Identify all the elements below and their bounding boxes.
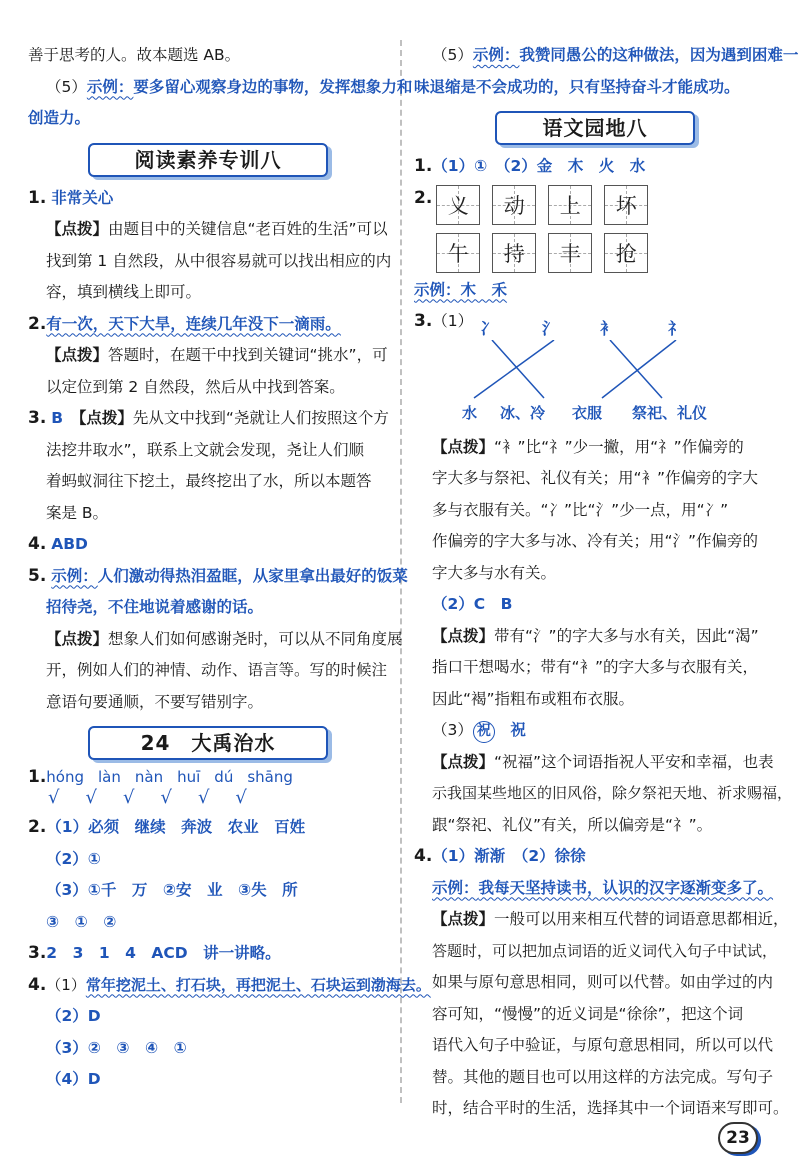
answer-text: 2 3 1 4 ACD 讲一讲略。 bbox=[46, 944, 281, 962]
answer-text: （1）渐渐 （2）徐徐 bbox=[432, 847, 586, 865]
tip-text: 容可知，“慢慢”的近义词是“徐徐”，把这个词 bbox=[432, 1004, 744, 1023]
match-label: 祭祀、礼仪 bbox=[632, 403, 708, 422]
sub-number: （1） bbox=[46, 975, 86, 994]
grid-cell bbox=[548, 233, 592, 273]
tip-text: “祝福”这个词语指祝人平安和幸福，也表 bbox=[494, 752, 774, 771]
grid-character: 动 bbox=[503, 193, 525, 218]
example-label: 示例： bbox=[86, 77, 134, 96]
answer-text: ③ ① ② bbox=[46, 912, 117, 931]
pinyin-item: nàn bbox=[134, 768, 164, 786]
check-mark-icon: √ bbox=[48, 787, 60, 808]
tip-text: 法挖井取水”，联系上文就会发现，尧让人们顺 bbox=[46, 440, 365, 459]
answer-text: （1）必须 继续 奔波 农业 百姓 bbox=[46, 818, 306, 836]
question-number: 4. bbox=[28, 534, 47, 554]
answer-text: （2）C B bbox=[432, 595, 513, 613]
tip-text: 作偏旁的字大多与冰、冷有关；用“氵”作偏旁的 bbox=[432, 532, 759, 550]
grid-cell bbox=[604, 233, 648, 273]
left-column bbox=[28, 40, 431, 1096]
matching-diagram bbox=[414, 318, 776, 432]
question-number: 3. bbox=[414, 311, 433, 331]
pinyin-item: hóng bbox=[46, 768, 85, 786]
pinyin-item: dú bbox=[214, 768, 234, 786]
character-grid bbox=[436, 185, 648, 273]
tip-label: 【点拨】 bbox=[432, 437, 495, 456]
section-title: 语文园地八 bbox=[495, 111, 695, 145]
tip-text: 替。其他的题目也可以用这样的方法完成。写句子 bbox=[432, 1067, 774, 1086]
question-number: 3. bbox=[28, 943, 47, 963]
check-row bbox=[28, 788, 388, 808]
tip-label: 【点拨】 bbox=[78, 409, 133, 427]
answer-text: （1）① （2）金 木 火 水 bbox=[432, 157, 646, 175]
lesson-title: 24 大禹治水 bbox=[88, 726, 328, 760]
grid-cell bbox=[436, 185, 480, 225]
grid-cell bbox=[604, 185, 648, 225]
tip-text: 一般可以用来相互代替的词语意思都相近， bbox=[494, 910, 789, 928]
answer-text: 我每天坚持读书，认识的汉字逐渐变多了。 bbox=[478, 878, 774, 897]
check-mark-icon: √ bbox=[235, 787, 247, 808]
grid-character: 坏 bbox=[615, 193, 637, 218]
tip-text: 字大多与水有关。 bbox=[432, 563, 557, 582]
answer-text: B bbox=[51, 409, 64, 427]
question-number: 2. bbox=[28, 313, 47, 334]
tip-label: 【点拨】 bbox=[46, 629, 109, 648]
circled-character: 祝 bbox=[473, 721, 495, 743]
sub-number: （1） bbox=[432, 312, 474, 330]
tip-label: 【点拨】 bbox=[432, 626, 495, 645]
example-answer: 示例：木 禾 bbox=[414, 280, 508, 299]
tip-text: 容，填到横线上即可。 bbox=[46, 283, 202, 301]
answer-text: 创造力。 bbox=[28, 109, 91, 127]
example-label: 示例： bbox=[432, 878, 479, 897]
tip-text: 示我国某些地区的旧风俗，除夕祭祀天地、祈求赐福， bbox=[432, 784, 793, 802]
match-label: 水 bbox=[462, 403, 478, 422]
tip-text: 字大多与祭祀、礼仪有关；用“衤”作偏旁的字大 bbox=[432, 469, 759, 487]
tip-text: 因此“褐”指粗布或粗布衣服。 bbox=[432, 689, 635, 708]
check-mark-icon: √ bbox=[197, 787, 210, 808]
tip-text: 先从文中找到“尧就让人们按照这个方 bbox=[132, 409, 389, 427]
tip-text: 如果与原句意思相同，则可以代替。如由学过的内 bbox=[432, 973, 774, 991]
answer-text: 味退缩是不会成功的，只有坚持奋斗才能成功。 bbox=[414, 77, 740, 96]
question-number: 1. bbox=[28, 767, 47, 787]
radical-label: 礻 bbox=[668, 318, 685, 338]
radical-label: 衤 bbox=[600, 318, 617, 338]
sub-number: （5） bbox=[432, 46, 473, 64]
page-number: 23 bbox=[718, 1122, 758, 1154]
grid-character: 丰 bbox=[559, 241, 581, 266]
tip-text: 案是 B。 bbox=[46, 503, 109, 522]
grid-character: 抢 bbox=[615, 241, 637, 266]
tip-text: 答题时，在题干中找到关键词“挑水”，可 bbox=[108, 346, 388, 364]
question-number: 2. bbox=[28, 817, 47, 837]
tip-text: “衤”比“礻”少一撇，用“礻”作偏旁的 bbox=[494, 437, 744, 456]
pinyin-item: huī bbox=[177, 768, 201, 786]
answer-text: 人们激动得热泪盈眶，从家里拿出最好的饭菜 bbox=[97, 566, 408, 585]
tip-text: 多与衣服有关。“冫”比“氵”少一点，用“冫” bbox=[432, 500, 729, 519]
grid-cell bbox=[548, 185, 592, 225]
answer-line bbox=[28, 72, 413, 104]
grid-cell bbox=[492, 185, 536, 225]
example-label: 示例： bbox=[51, 566, 98, 585]
answer-text: 常年挖泥土、打石块，再把泥土、石块运到渤海去。 bbox=[85, 975, 431, 994]
tip-text: 意语句要通顺，不要写错别字。 bbox=[46, 692, 264, 711]
tip-text: 跟“祭祀、礼仪”有关，所以偏旁是“礻”。 bbox=[432, 815, 713, 834]
tip-label: 【点拨】 bbox=[432, 752, 495, 771]
tip-label: 【点拨】 bbox=[46, 220, 109, 238]
answer-text: 招待尧，不住地说着感谢的话。 bbox=[46, 598, 264, 616]
pinyin-item: shāng bbox=[247, 768, 293, 786]
radical-label: 氵 bbox=[542, 318, 559, 338]
tip-text: 答题时，可以把加点词语的近义词代入句子中试试， bbox=[432, 941, 778, 960]
tip-text: 由题目中的关键信息“老百姓的生活”可以 bbox=[108, 220, 388, 238]
answer-text: 祝 bbox=[510, 721, 526, 739]
right-column bbox=[414, 40, 799, 1125]
answer-text: （3）② ③ ④ ① bbox=[46, 1038, 187, 1057]
tip-label: 【点拨】 bbox=[46, 346, 109, 364]
question-number: 3. bbox=[28, 408, 47, 428]
answer-text: 我赞同愚公的这种做法，因为遇到困难一 bbox=[519, 46, 799, 64]
example-label: 示例： bbox=[472, 46, 520, 64]
grid-character: 上 bbox=[559, 193, 581, 218]
pinyin-row bbox=[46, 768, 307, 786]
tip-text: 带有“氵”的字大多与水有关，因此“渴” bbox=[494, 626, 759, 645]
grid-character: 午 bbox=[447, 241, 469, 266]
answer-text: 要多留心观察身边的事物，发挥想象力和 bbox=[133, 77, 413, 96]
check-mark-icon: √ bbox=[85, 787, 97, 808]
section-title: 阅读素养专训八 bbox=[88, 143, 328, 177]
tip-text: 着蚂蚁洞往下挖土，最终挖出了水，所以本题答 bbox=[46, 472, 372, 490]
match-label: 衣服 bbox=[572, 403, 603, 422]
check-mark-icon: √ bbox=[122, 787, 135, 808]
question-number: 4. bbox=[414, 846, 433, 866]
match-label: 冰、冷 bbox=[500, 403, 546, 422]
tip-text: 开，例如人们的神情、动作、语言等。写的时候注 bbox=[46, 661, 388, 679]
question-number: 1. bbox=[414, 156, 433, 176]
question-number: 4. bbox=[28, 974, 47, 995]
answer-text: ABD bbox=[51, 535, 88, 553]
answer-text: 非常关心 bbox=[51, 188, 114, 207]
check-mark-icon: √ bbox=[160, 787, 172, 808]
answer-text: （3）①千 万 ②安 业 ③失 所 bbox=[46, 881, 298, 899]
answer-text: 有一次，天下大旱，连续几年没下一滴雨。 bbox=[46, 314, 341, 333]
tip-text: 时，结合平时的生活，选择其中一个词语来写即可。 bbox=[432, 1099, 789, 1117]
question-number: 1. bbox=[28, 187, 47, 208]
tip-text: 以定位到第 2 自然段，然后从中找到答案。 bbox=[46, 377, 345, 396]
answer-text: （4）D bbox=[46, 1070, 101, 1088]
tip-text: 找到第 1 自然段，从中很容易就可以找出相应的内 bbox=[46, 251, 392, 270]
sub-number: （3） bbox=[432, 721, 473, 739]
sub-number: （5） bbox=[46, 77, 87, 96]
grid-character: 持 bbox=[503, 241, 525, 266]
tip-text: 指口干想喝水；带有“衤”的字大多与衣服有关， bbox=[432, 658, 759, 676]
answer-text: （2）D bbox=[46, 1007, 101, 1025]
answer-text: （2）① bbox=[46, 849, 101, 868]
grid-character: 义 bbox=[447, 193, 469, 218]
pinyin-item: làn bbox=[98, 768, 121, 786]
grid-cell bbox=[492, 233, 536, 273]
text-line: 善于思考的人。故本题选 AB。 bbox=[28, 46, 241, 64]
tip-label: 【点拨】 bbox=[432, 910, 495, 928]
grid-cell bbox=[436, 233, 480, 273]
tip-text: 想象人们如何感谢尧时，可以从不同角度展 bbox=[108, 629, 403, 648]
tip-text: 语代入句子中验证，与原句意思相同，所以可以代 bbox=[432, 1036, 774, 1054]
question-number: 5. bbox=[28, 565, 47, 586]
radical-label: 冫 bbox=[480, 318, 497, 338]
question-number: 2. bbox=[414, 187, 433, 208]
